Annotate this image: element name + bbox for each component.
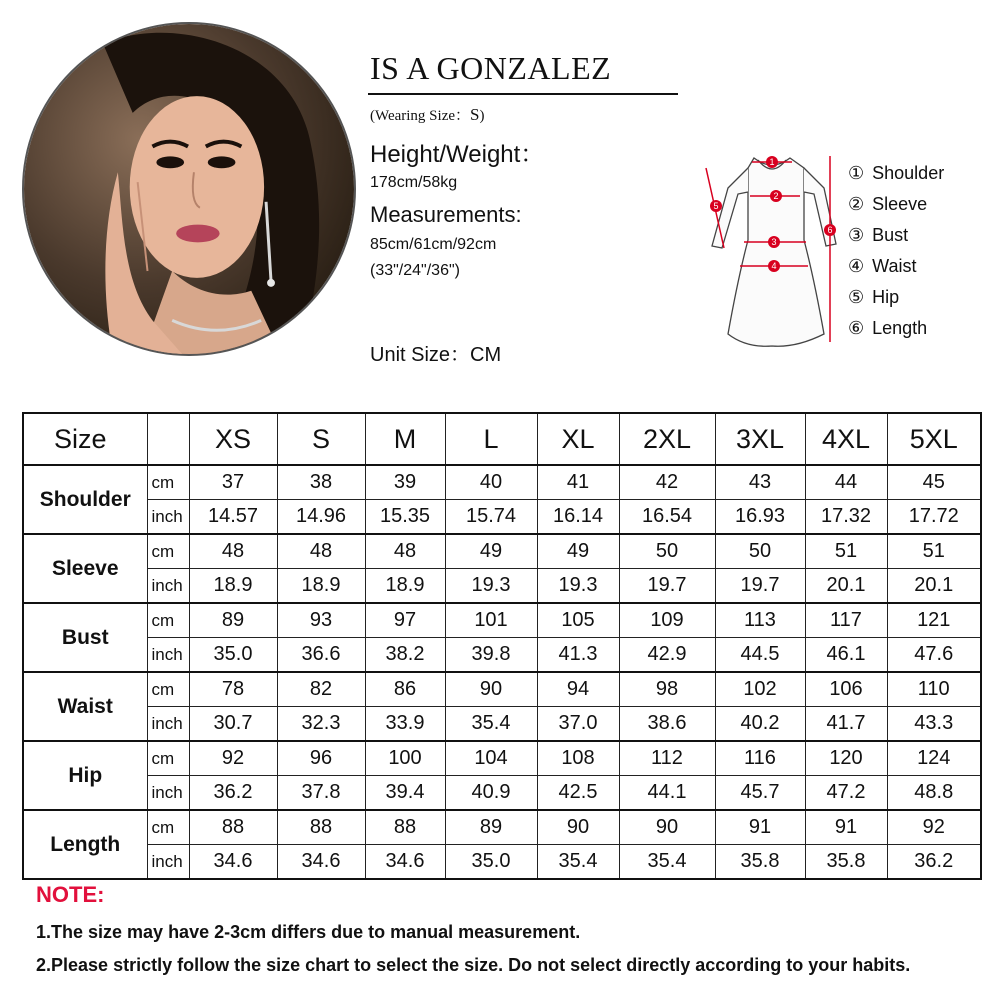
- measurement-name: Length: [23, 810, 147, 879]
- table-cell: 34.6: [189, 845, 277, 880]
- table-cell: 38.6: [619, 707, 715, 742]
- table-cell: 44: [805, 465, 887, 500]
- table-cell: 38: [277, 465, 365, 500]
- wearing-size-close: ): [479, 108, 485, 124]
- table-cell: 116: [715, 741, 805, 776]
- marker-3: 3: [771, 237, 777, 247]
- table-cell: 16.14: [537, 500, 619, 535]
- table-cell: 17.32: [805, 500, 887, 535]
- size-header-label: Size: [23, 413, 147, 465]
- marker-6: 6: [827, 225, 833, 235]
- unit-label: cm: [147, 603, 189, 638]
- unit-label: inch: [147, 638, 189, 673]
- legend-item-sleeve: [848, 189, 944, 220]
- table-cell: 92: [887, 810, 981, 845]
- table-cell: 97: [365, 603, 445, 638]
- table-cell: 19.7: [619, 569, 715, 604]
- table-cell: 42.5: [537, 776, 619, 811]
- size-header-xs: XS: [189, 413, 277, 465]
- table-cell: 44.1: [619, 776, 715, 811]
- table-cell: 91: [715, 810, 805, 845]
- measurement-name: Waist: [23, 672, 147, 741]
- table-cell: 100: [365, 741, 445, 776]
- legend-number: ⑤: [848, 287, 865, 307]
- table-row: [23, 603, 981, 638]
- size-header-m: M: [365, 413, 445, 465]
- name-divider: [368, 93, 678, 95]
- table-cell: 38.2: [365, 638, 445, 673]
- unit-label: cm: [147, 672, 189, 707]
- unit-label: cm: [147, 465, 189, 500]
- table-cell: 110: [887, 672, 981, 707]
- table-row: [23, 465, 981, 500]
- table-cell: 112: [619, 741, 715, 776]
- table-cell: 90: [619, 810, 715, 845]
- measurements-label: Measurements:: [370, 202, 522, 227]
- legend-label: Length: [872, 318, 928, 338]
- table-cell: 101: [445, 603, 537, 638]
- legend-number: ③: [848, 225, 865, 245]
- table-cell: 102: [715, 672, 805, 707]
- table-cell: 36.6: [277, 638, 365, 673]
- wearing-size: [370, 104, 484, 125]
- table-cell: 106: [805, 672, 887, 707]
- legend-item-hip: [848, 282, 944, 313]
- table-row: [23, 672, 981, 707]
- table-row: [23, 638, 981, 673]
- table-cell: 51: [887, 534, 981, 569]
- table-cell: 117: [805, 603, 887, 638]
- table-cell: 17.72: [887, 500, 981, 535]
- table-cell: 86: [365, 672, 445, 707]
- table-cell: 51: [805, 534, 887, 569]
- size-header-4xl: 4XL: [805, 413, 887, 465]
- table-cell: 15.35: [365, 500, 445, 535]
- table-cell: 104: [445, 741, 537, 776]
- table-cell: 18.9: [277, 569, 365, 604]
- table-cell: 82: [277, 672, 365, 707]
- size-chart-table: [22, 412, 982, 880]
- table-cell: 88: [365, 810, 445, 845]
- table-cell: 78: [189, 672, 277, 707]
- table-row: [23, 741, 981, 776]
- table-cell: 88: [189, 810, 277, 845]
- table-cell: 34.6: [277, 845, 365, 880]
- marker-5: 5: [713, 201, 719, 211]
- legend-item-length: [848, 313, 944, 344]
- measurement-name: Sleeve: [23, 534, 147, 603]
- table-cell: 36.2: [189, 776, 277, 811]
- table-cell: 35.0: [445, 845, 537, 880]
- size-header-xl: XL: [537, 413, 619, 465]
- table-cell: 120: [805, 741, 887, 776]
- table-cell: 40: [445, 465, 537, 500]
- table-cell: 49: [537, 534, 619, 569]
- table-cell: 32.3: [277, 707, 365, 742]
- table-cell: 35.0: [189, 638, 277, 673]
- note-title: NOTE:: [36, 882, 105, 907]
- legend-item-shoulder: [848, 158, 944, 189]
- height-weight-label: Height/Weight：: [370, 141, 545, 168]
- measurements-cm: 85cm/61cm/92cm: [370, 236, 497, 253]
- measurement-legend: [848, 158, 944, 344]
- note-line-1: 1.The size may have 2-3cm differs due to manual measurement.: [36, 922, 581, 942]
- table-row: [23, 569, 981, 604]
- legend-item-bust: [848, 220, 944, 251]
- table-row: [23, 500, 981, 535]
- table-cell: 46.1: [805, 638, 887, 673]
- model-photo: [22, 22, 356, 356]
- legend-label: Shoulder: [872, 163, 945, 183]
- height-weight-value: 178cm/58kg: [370, 174, 458, 191]
- table-cell: 105: [537, 603, 619, 638]
- legend-label: Bust: [872, 225, 909, 245]
- legend-number: ②: [848, 194, 865, 214]
- table-cell: 45.7: [715, 776, 805, 811]
- measurement-name: Shoulder: [23, 465, 147, 534]
- dress-diagram: [692, 148, 842, 358]
- table-row: [23, 707, 981, 742]
- table-cell: 44.5: [715, 638, 805, 673]
- wearing-size-value: S: [470, 105, 480, 124]
- table-cell: 20.1: [805, 569, 887, 604]
- table-cell: 37: [189, 465, 277, 500]
- table-cell: 35.4: [619, 845, 715, 880]
- table-cell: 88: [277, 810, 365, 845]
- note-line-2: 2.Please strictly follow the size chart to select the size. Do not select directly according to your habits.: [36, 955, 911, 975]
- size-header-l: L: [445, 413, 537, 465]
- size-header-3xl: 3XL: [715, 413, 805, 465]
- table-cell: 37.8: [277, 776, 365, 811]
- unit-header-blank: [147, 413, 189, 465]
- table-cell: 108: [537, 741, 619, 776]
- table-cell: 89: [189, 603, 277, 638]
- table-cell: 39: [365, 465, 445, 500]
- table-cell: 14.96: [277, 500, 365, 535]
- table-cell: 34.6: [365, 845, 445, 880]
- table-cell: 14.57: [189, 500, 277, 535]
- table-cell: 16.54: [619, 500, 715, 535]
- unit-label: inch: [147, 500, 189, 535]
- unit-label: inch: [147, 845, 189, 880]
- table-cell: 36.2: [887, 845, 981, 880]
- table-cell: 39.8: [445, 638, 537, 673]
- legend-number: ①: [848, 163, 865, 183]
- table-cell: 48: [365, 534, 445, 569]
- table-cell: 37.0: [537, 707, 619, 742]
- table-cell: 113: [715, 603, 805, 638]
- measurement-name: Bust: [23, 603, 147, 672]
- measurements-inch: (33"/24"/36"): [370, 262, 460, 279]
- table-cell: 15.74: [445, 500, 537, 535]
- unit-label: inch: [147, 569, 189, 604]
- legend-number: ⑥: [848, 318, 865, 338]
- unit-label: cm: [147, 741, 189, 776]
- table-row: [23, 810, 981, 845]
- table-cell: 35.4: [537, 845, 619, 880]
- table-cell: 49: [445, 534, 537, 569]
- table-cell: 92: [189, 741, 277, 776]
- table-cell: 40.2: [715, 707, 805, 742]
- unit-label: cm: [147, 810, 189, 845]
- dress-outline-icon: [692, 148, 842, 358]
- marker-2: 2: [773, 191, 779, 201]
- table-cell: 48.8: [887, 776, 981, 811]
- table-cell: 33.9: [365, 707, 445, 742]
- table-cell: 48: [189, 534, 277, 569]
- legend-number: ④: [848, 256, 865, 276]
- table-cell: 20.1: [887, 569, 981, 604]
- table-cell: 42: [619, 465, 715, 500]
- table-cell: 94: [537, 672, 619, 707]
- legend-label: Sleeve: [872, 194, 928, 214]
- size-header-row: [23, 413, 981, 465]
- table-cell: 91: [805, 810, 887, 845]
- model-name: IS A GONZALEZ: [370, 50, 612, 86]
- table-cell: 41: [537, 465, 619, 500]
- table-cell: 124: [887, 741, 981, 776]
- table-cell: 47.2: [805, 776, 887, 811]
- table-cell: 35.4: [445, 707, 537, 742]
- table-cell: 35.8: [805, 845, 887, 880]
- table-cell: 50: [619, 534, 715, 569]
- size-header-2xl: 2XL: [619, 413, 715, 465]
- table-cell: 43: [715, 465, 805, 500]
- wearing-size-label: (Wearing Size：: [370, 108, 471, 124]
- table-cell: 40.9: [445, 776, 537, 811]
- marker-1: 1: [769, 157, 775, 167]
- table-cell: 41.3: [537, 638, 619, 673]
- unit-label: inch: [147, 707, 189, 742]
- model-portrait-image: [24, 24, 354, 354]
- table-cell: 50: [715, 534, 805, 569]
- size-header-5xl: 5XL: [887, 413, 981, 465]
- table-cell: 16.93: [715, 500, 805, 535]
- table-cell: 19.3: [445, 569, 537, 604]
- table-cell: 98: [619, 672, 715, 707]
- table-cell: 43.3: [887, 707, 981, 742]
- table-cell: 96: [277, 741, 365, 776]
- table-cell: 47.6: [887, 638, 981, 673]
- table-cell: 109: [619, 603, 715, 638]
- legend-label: Waist: [872, 256, 917, 276]
- table-cell: 93: [277, 603, 365, 638]
- table-cell: 41.7: [805, 707, 887, 742]
- measurement-name: Hip: [23, 741, 147, 810]
- unit-label: cm: [147, 534, 189, 569]
- table-cell: 42.9: [619, 638, 715, 673]
- legend-label: Hip: [872, 287, 900, 307]
- table-cell: 18.9: [365, 569, 445, 604]
- table-cell: 90: [445, 672, 537, 707]
- table-row: [23, 776, 981, 811]
- legend-item-waist: [848, 251, 944, 282]
- marker-4: 4: [771, 261, 777, 271]
- table-row: [23, 534, 981, 569]
- table-row: [23, 845, 981, 880]
- table-cell: 121: [887, 603, 981, 638]
- table-cell: 39.4: [365, 776, 445, 811]
- size-header-s: S: [277, 413, 365, 465]
- table-cell: 30.7: [189, 707, 277, 742]
- table-cell: 19.7: [715, 569, 805, 604]
- table-cell: 35.8: [715, 845, 805, 880]
- table-cell: 90: [537, 810, 619, 845]
- table-cell: 18.9: [189, 569, 277, 604]
- unit-size-label: Unit Size：CM: [370, 344, 502, 366]
- table-cell: 45: [887, 465, 981, 500]
- table-cell: 48: [277, 534, 365, 569]
- table-cell: 19.3: [537, 569, 619, 604]
- table-cell: 89: [445, 810, 537, 845]
- unit-label: inch: [147, 776, 189, 811]
